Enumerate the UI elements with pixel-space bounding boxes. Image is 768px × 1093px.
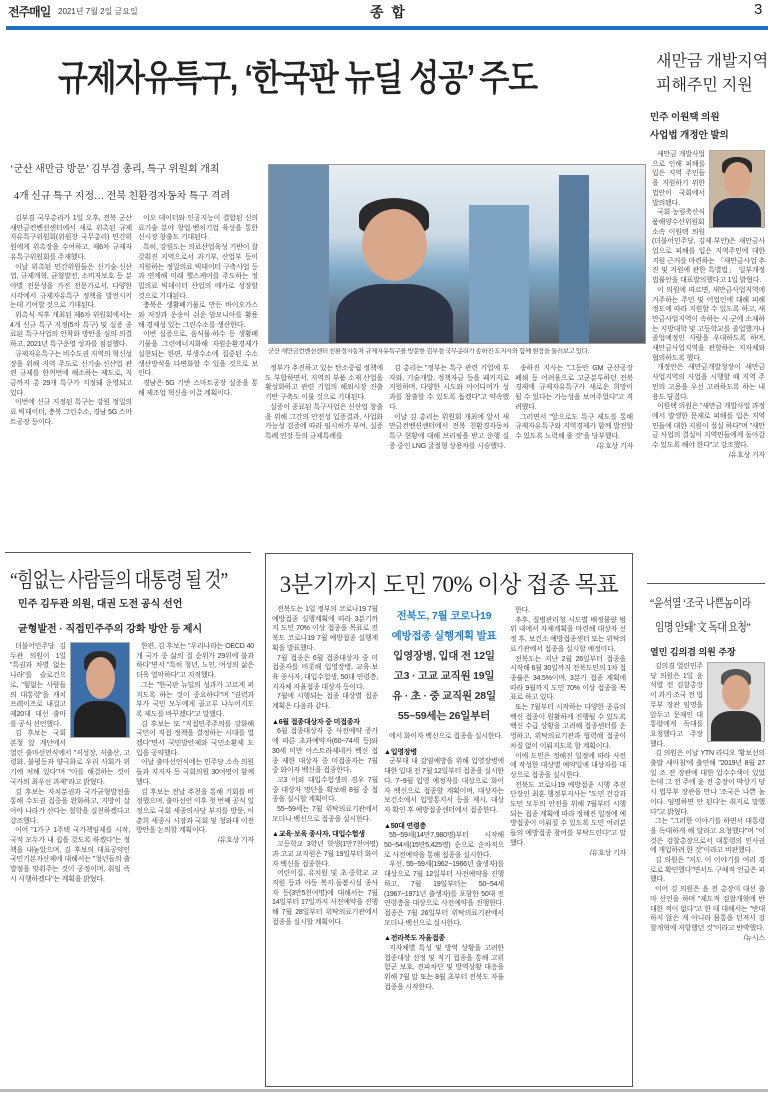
vaccine-col-3 [510,606,626,1083]
byline: /유호상 기자 [596,442,633,450]
highlight-line-4: 55~59세는 26일부터 [397,710,491,722]
highlight-line-2: 고3 · 고교 교직원 19일 [393,670,495,682]
paragraph: 김 후보는 전날 추천을 통해 기회를 비정했으며, 출마선언 이후 첫 번째 공식 일정으로 국회 세종의사당 부지를 방문, 이춘희 세종시 시장과 국회 및 청와대 이전 방안을 논의할 계획이다. [136,788,254,835]
vaccine-col-1 [272,605,378,1083]
paragraph: 우선, 55~59세(1962~1966년 출생자)를 대상으로 7월 12일부터 사전예약을 진행하고, 7월 19일부터는 50~54세(1967~1971년 출생자)를 포함한 50대 전 연령층을 대상으로 사전예약을 진행한다. 접종은 7월 26일부터 위탁의료기관에서 모더나 백신으로 실시한다. [384,861,504,927]
paragraph: 55~59세(14만7,980명)부터 시작해 50~54세(15만5,425명) 순으로 순차적으로 사전예약을 통해 접종을 실시한다. [384,832,504,859]
main-article-col-2 [138,214,258,508]
paragraph: 새만금 개발사업으로 인해 피해를 입은 지역 주민들을 지원하기 위한 법안이 국회에서 발의됐다. [652,151,705,207]
main-article-col-1 [10,214,132,508]
side-subhead-1: 민주 이원택 의원 [650,112,720,123]
paragraph: 군부대 내 감염예방을 위해 입영장병에 대한 입대 전 7월 12일부터 접종을 실시한다. 7~9월 입영 예정자를 대상으로 화이자 백신으로 접종할 계획이며, 대상자는 보건소에서 입영통지서 등을 제시, 대상자 확인 후 예방접종센터에서 접종한다. [384,758,504,814]
paragraph: 추후, 질병관리청 시도별 배정물량 범위 내에서 자체계획을 마련해 대상자 선정 후, 보건소 예방접종센터 또는 위탁의료기관에서 접종을 실시할 예정이다. [510,616,626,653]
vaccine-highlight-box [384,606,504,726]
paragraph: 김 후보는 또 "직접민주주의를 강화해 국민이 직접 정책을 결정하는 시대를 열겠다"면서 국민발안제와 국민소환제 도입을 공약했다. [136,720,254,757]
paragraph: 전북도 코로나19 예방접종 시행 추진단장인 최훈 행정부지사는 "도민 건강과 도민 모두의 안전을 위해 7월부터 시행되는 접종 계획에 따라 정해진 일정에 예방접종이 이뤄질 수 있도록 도민 여러분들의 예방접종 참여를 부탁드린다"고 말했다. [510,781,626,847]
paragraph: 김 총리는 "정부는 특구 관련 기업에 투자와, 기술개발, 정책자금 등을 패키지로 지원하며, 다양한 시도와 아이디어가 성과를 창출할 수 있도록 돕겠다"고 약속했다. [389,365,509,411]
byline: /유호상 기자 [589,849,626,857]
side-headline-2: 피해주민 지원 [656,77,753,94]
section-subheading: ▲전라북도 자율접종 [384,935,445,943]
photo-caption: 군산 새만금컨벤션센터 친환경자동차 규제자유특구를 방문한 김부겸 국무총리가 송하진 도지사와 함께 현장을 둘러보고 있다. [268,348,589,355]
section-title: 종 합 [370,4,407,20]
section-subheading: ▲입영장병 [384,748,417,756]
byline: /유호상 기자 [217,837,254,845]
kim-headline: “힘없는 사람들의 대통령 될 것” [10,568,228,592]
paragraph: 위촉식 직후 개최된 제6차 위원회에서는 4개 신규 특구 지정(5차 특구) 및 실증 종료된 특구사업의 안착화 방안을 심의·의결하고, 2021년 특구운영 성과를 점검했다. [10,312,132,349]
kim-subhead-1: 민주 김두관 의원, 대권 도전 공식 선언 [18,599,183,610]
paragraph: 이오 데이터와 인공지능이 결합된 신의료기술 분야 창업·벤처기업 육성을 통한 신시장 창출도 기대된다. [138,215,258,242]
paragraph: 7월에 시행되는 접종 대상별 접종 계획은 다음과 같다. [272,693,378,711]
paragraph: 지자체별 특성 및 방역 상황을 고려한 접종대상 선정 및 적기 접종을 통해 고위험군 보호, 전파차단 및 방역상황 대응을 위해 7월 말 또는 8월 초부터 전북도 자율접종을 시작한다. [384,945,504,991]
section-subheading: ▲50대 연령층 [384,822,427,830]
paragraph: 7월 접종은 6월 접종대상자 중 미접종자를 비롯해 입영장병, 교육·보육 종사자, 대입수험생, 50대 연령층, 지자체 자율접종 대상자 등이다. [272,654,378,691]
divider [5,552,251,553]
side-headline-1: 새만금 개발지역 [656,53,768,70]
highlight-line-1: 입영장병, 입대 전 12일 [393,650,495,662]
paragraph: 6월 접종대상자 중 사전예약 증가에 따른 초과예약자(60~74세 등)와 30세 미만 아스트라제네카 백신 접종 제한 대상자 중 미접종자는 7월 중 화이자 백신을 접종한다. [272,728,378,775]
yoon-headline-2: 임명 안돼’ 文 독대 요청” [655,620,751,634]
page-number: 3 [754,1,763,18]
paragraph: 이날 출마선언식에는 민주당 소속 의원들과 지지자 등 국회의원 30여명이 함께 했다. [136,759,254,786]
main-article-col-4 [389,364,509,510]
section-subheading: ▲교육·보육 종사자, 대입수험생 [272,831,365,839]
main-article-col-5 [515,364,633,510]
paragraph: 김 의원은 "저도 이 이야기를 여러 경로로 확인했다"면서도 구체적 언급은 피했다. [650,857,765,884]
paragraph: 경남은 5G 기반 스마트공장 실증을 통해 제조업 혁신을 이끌 계획이다. [138,379,258,397]
kim-subhead-2: 균형발전 · 직접민주주의 강화 방안 등 제시 [18,624,203,635]
paragraph: 고3 이외 대입수험생의 경우 7월 중 대상자 명단을 확보해 8월 중 접종을 실시할 계획이다. [272,776,378,804]
page-bottom-rule [0,1089,768,1092]
paragraph: 김부겸 국무총리가 1일 오후, 전북 군산 새만금컨벤션센터에서 새로 위촉된 규제자유특구위원회(위원장 국무총리) 민간위원에게 위촉장을 수여하고, 제6차 규제자유특구위원회를 주재했다. [10,215,132,261]
paragraph: 이번에 신규 지정된 특구는 강원 정밀의료 빅데이터, 충북 그린수소, 경남 5G 스마트공장 등이다. [10,399,132,426]
paragraph: 김의겸 열린민주당 의원은 1일 윤석열 전 검찰총장이 과거 조국 전 법무부 장관 임명을 앞두고 문재인 대통령에게 독대를 요청했다고 주장했다. [650,663,703,748]
paragraph: 그는 "한국판 뉴딜의 성과가 고르게 퍼지도록 하는 것이 중요하다"며 "권력과 부가 국민 모두에게 골고루 나누어지도록 제도를 바꾸겠다"고 말했다. [136,681,254,718]
kim-article-col-1 [10,642,130,1085]
newspaper-name: 전주매일 [8,5,51,19]
paragraph: 더불어민주당 김두관 의원이 1일 "특권과 차별 없는 나라"를 슬로건으로, "힘없는 사람들의 대통령"을 캐치프레이즈로 내걸고 제20대 대선 출마를 공식 선언했다. [10,643,66,728]
paragraph: 에서 화이자 백신으로 접종을 실시한다. [389,733,503,740]
main-subhead-1: ‘군산 새만금 방문’ 김부겸 총리, 특구 위원회 개최 [10,164,220,175]
paragraph: 이날 김 총리는 위원회 개최에 앞서 새만금컨벤션센터에서 전북 친환경자동차특구 현황에 대해 브리핑을 받고 운행 실증 중인 LNG 굴절형 상용차를 시승했다. [389,413,509,450]
paragraph: 또는 7월부터 시작하는 다양한 종류의 백신 접종이 원활하게 진행될 수 있도록 백신 수급 상황을 고려해 접종센터를 운영하고, 위탁의료기관과 협력해 접종이 차질 없이 이뤄지도록 할 계획이다. [510,704,626,750]
byline: /유호상 기자 [728,451,765,459]
paragraph: 정부가 추진하고 있는 탄소중립 정책에도 부합하면서, 지역의 부품·소재 산업을 활성화하고 관련 기업의 해외시장 진출 기반 구축도 이룰 것으로 기대된다. [265,365,383,402]
header-rule [6,26,768,30]
byline: /뉴시스 [743,934,765,942]
paragraph: 그는 "그러한 이야기를 하면서 대통령을 독대하게 해 달라고 요청했다"며 "이것은 검찰총장으로서 대통령의 인사권에 개입하려 한 것"이라고 비판했다. [650,818,765,855]
paragraph: 이원택 의원은 "새만금 개발사업 과정에서 발생한 문제로 피해를 입은 지역민들에 대한 지원이 절실 하다"며 "새만금 사업의 결실이 지역민들에게 돌아갈 수 있도록 해야 한다"고 강조했다. [652,403,765,450]
highlight-title-1: 전북도, 7월 코로나19 [396,610,492,622]
main-subhead-2: 4개 신규 특구 지정… 전북 친환경자동차 특구 격려 [14,191,231,202]
side-subhead-2: 사업법 개정안 발의 [650,130,729,141]
paragraph: 실증이 종료된 특구사업은 신산업 창출을 위해 그간의 안전성 입증결과, 사업화 가능성 검증에 따라 임시허가 부여, 실증특례 연장 등의 규제특례를 [265,403,383,440]
paragraph: 개정안은 새만금개발청장이 새만금사업지역의 사업을 시행할 때 지역 주민의 고용을 우선 고려하도록 하는 내용도 담겼다. [652,364,765,401]
paragraph: 특히, 강원도는 의료산업육성 기반이 잘 갖춰진 지역으로서 과기부, 산업부 등이 지원하는 정밀의료 빅데이터 구축사업 등과 연계해 미래 헬스케어를 주도하는 정밀의료 빅데이터 산업의 메카로 성장할 것으로 기대된다. [138,244,258,300]
paragraph: 전북도는 1일 정부의 코로나19 7월 예방접종 실행계획에 따라 3분기까지 도민 70% 이상 접종을 목표로 전북도 코로나19 7월 예방접종 실행계획을 발표했다. [272,606,378,652]
paragraph: 이에 도민은 정해진 일정에 따라 사전에 작성한 대상별 예약일에 대상자를 대상으로 접종을 실시한다. [510,752,626,779]
yoon-article-body [650,662,765,1084]
highlight-title-2: 예방접종 실행계획 발표 [391,630,497,642]
paragraph: 김 의원은 이날 YTN 라디오 '황보선의 출발 새아침'에 출연해 "2019년 8월 27일 조 전 장관에 대한 압수수색이 있었는데 그 전 주에 윤 전 총장이 박상기 당시 법무부 장관을 만나 '조국은 나쁜 놈이다. 임명하면 안 된다'는 취지로 말했다"고 밝혔다. [650,750,765,816]
paragraph: 한편, 김 후보는 "우리나라는 OECD 40개 국가 중 삶의 질 순위가 29위에 불과하다"면서 "특히 청년, 노인, 여성의 삶은 더욱 열악하다"고 지적했다. [136,643,254,680]
kim-portrait [70,642,130,738]
paragraph: 한다. [515,607,530,614]
paragraph: 55~59세는 7월 위탁의료기관에서 모더나 백신으로 접종을 실시한다. [272,806,378,823]
paragraph: 어린이집, 유치원 및 초·중학교 교직원 등과 아동 복지·돌봄시설 종사자 등(3만5천여명)에 대해서는 7월 14일부터 17일까지 사전예약을 진행해 7월 28일부터 위탁의료기관에서 접종을 실시할 계획이다. [272,870,378,926]
main-article-col-3 [265,364,383,510]
section-subheading: ▲6월 접종대상자 중 미접종자 [272,718,360,726]
paragraph: 이날 위촉된 민간위원들은 신기술·신산업, 규제개혁, 균형발전, 소비자보호 등 분야별 전문성을 가진 전문가로서, 다양한 시각에서 규제자유특구 정책을 발전시키는데 기여할 것으로 기대된다. [10,263,132,310]
main-photo [268,164,646,344]
paragraph: 고등학교 3학년 학생(1만7천여명)과 고교 교직원은 7월 19일부터 화이자 백신을 접종한다. [272,841,378,868]
paragraph: 충북은 생활폐기물로 만든 바이오가스와 저장과 운송이 쉬운 암모니아를 활용해 경제성 있는 그린수소를 생산한다. [138,302,258,329]
issue-date: 2021년 7월 2일 금요일 [58,7,138,16]
paragraph: 송하진 지사는 "그동안 GM 군산공장 폐쇄 등 어려움으로 고군분투하던 전북 경제에 규제자유특구가 새로운 희망이 될 수 있다는 가능성을 보여주었다"고 격려했다. [515,365,633,411]
paragraph: 이 의원에 따르면, 새만금사업지역에 거주하는 주민 및 어업인에 대해 피해 정도에 따라 지원할 수 있도록 하고, 새만금사업지역이 속하는 시·군에 소재하는 지방대학 및 고등학교를 졸업했거나 졸업예정인 사람을 우대하도록 하며, 새만금사업지역을 관할하는 지자체와 협의하도록 했다. [652,286,765,362]
highlight-line-3: 유 · 초 · 중 교직원 28일 [392,690,496,702]
paragraph: 이번 실증으로, 음식물·하수 등 생활폐기물을 그린에너지화해 자원순환경제가 실현되는 한편, 부생수소에 집중된 수소 생산방식을 다변화할 수 있을 것으로 보인다. [138,331,258,378]
paragraph: 이어 "1가구 1주택 국가책임제를 시작, 국적 모두가 내 집을 갖도록 하겠다"는 정책을 내놓았으며, 김 후보의 대표공약인 국민기본자산제에 대해서는 "청년들의 출발점을 맞춰주는 것이 공정이며, 취임 즉시 시행하겠다"는 계획을 밝혔다. [10,827,130,883]
paragraph: 국회 농림축산식품해양수산위원회 소속 이원택 의원(더불어민주당, 김제·부안)은 새만금사업으로 피해를 입은 지역주민에 대한 지원 근거를 마련하는 「새만금사업 추진 및 지원에 관한 특별법」 일부개정법률안을 대표발의했다고 1일 밝혔다. [652,209,765,285]
divider [647,583,765,584]
yoon-headline-1: “윤석열 ‘조국 나쁜놈이라 [650,596,751,610]
paragraph: 그러면서 "앞으로도 특구 제도를 통해 규제자유특구와 지역경제가 함께 발전할 수 있도록 노력해 줄 것"을 당부했다. [515,413,633,440]
kim-euigyeom-portrait [707,662,765,742]
paragraph: 이어 김 의원은 윤 전 총장이 대선 출마 선언을 하며 "제도적 검찰개혁에 반대한 적이 없다"고 한 데 대해서는 "반대하지 않은 게 아니라 몸통을 던져서 검찰개혁에 저항했던 것"이라고 반박했다. [650,886,765,932]
paragraph: 규제자유특구는 비수도권 지역의 혁신성장을 위해 지역 주도로 신기술·신산업 관련 규제를 한꺼번에 해소하는 제도로, 지금까지 총 29개 특구가 지정돼 운영되고 있다. [10,350,132,397]
lee-portrait [709,150,765,228]
vaccine-headline: 3분기까지 도민 70% 이상 접종 목표 [279,572,619,597]
main-headline: 규제자유특구, ‘한국판 뉴딜 성공’ 주도 [58,57,537,98]
lee-article-body [652,150,765,530]
yoon-subhead: 열민 김의겸 의원 주장 [650,647,736,657]
vaccine-col-2 [384,606,504,1083]
paragraph: 김 후보는 국회 본청 앞 계단에서 열린 출마선언식에서 "저성장, 저출산, 고령화, 불평등과 양극화로 우리 사회가 위기에 처해 있다"며 "이를 해결하는 것이 국가의 최우선 과제"라고 밝혔다. [10,730,130,786]
paragraph: 전북도는 지난 2월 26일부터 접종을 시작해 6월 30일까지 전북도민의 1차 접종률은 34.5%이며, 3분기 접종 계획에 따라 9월까지 도민 70% 이상 접종을 목표로 하고 있다. [510,655,626,702]
paragraph: 김 후보는 자치분권과 국가균형발전을 통해 수도권 집중을 완화하고, 지방이 살아야 나라가 산다는 철학을 실천하겠다고 강조했다. [10,788,130,825]
kim-article-col-2 [136,642,254,1085]
